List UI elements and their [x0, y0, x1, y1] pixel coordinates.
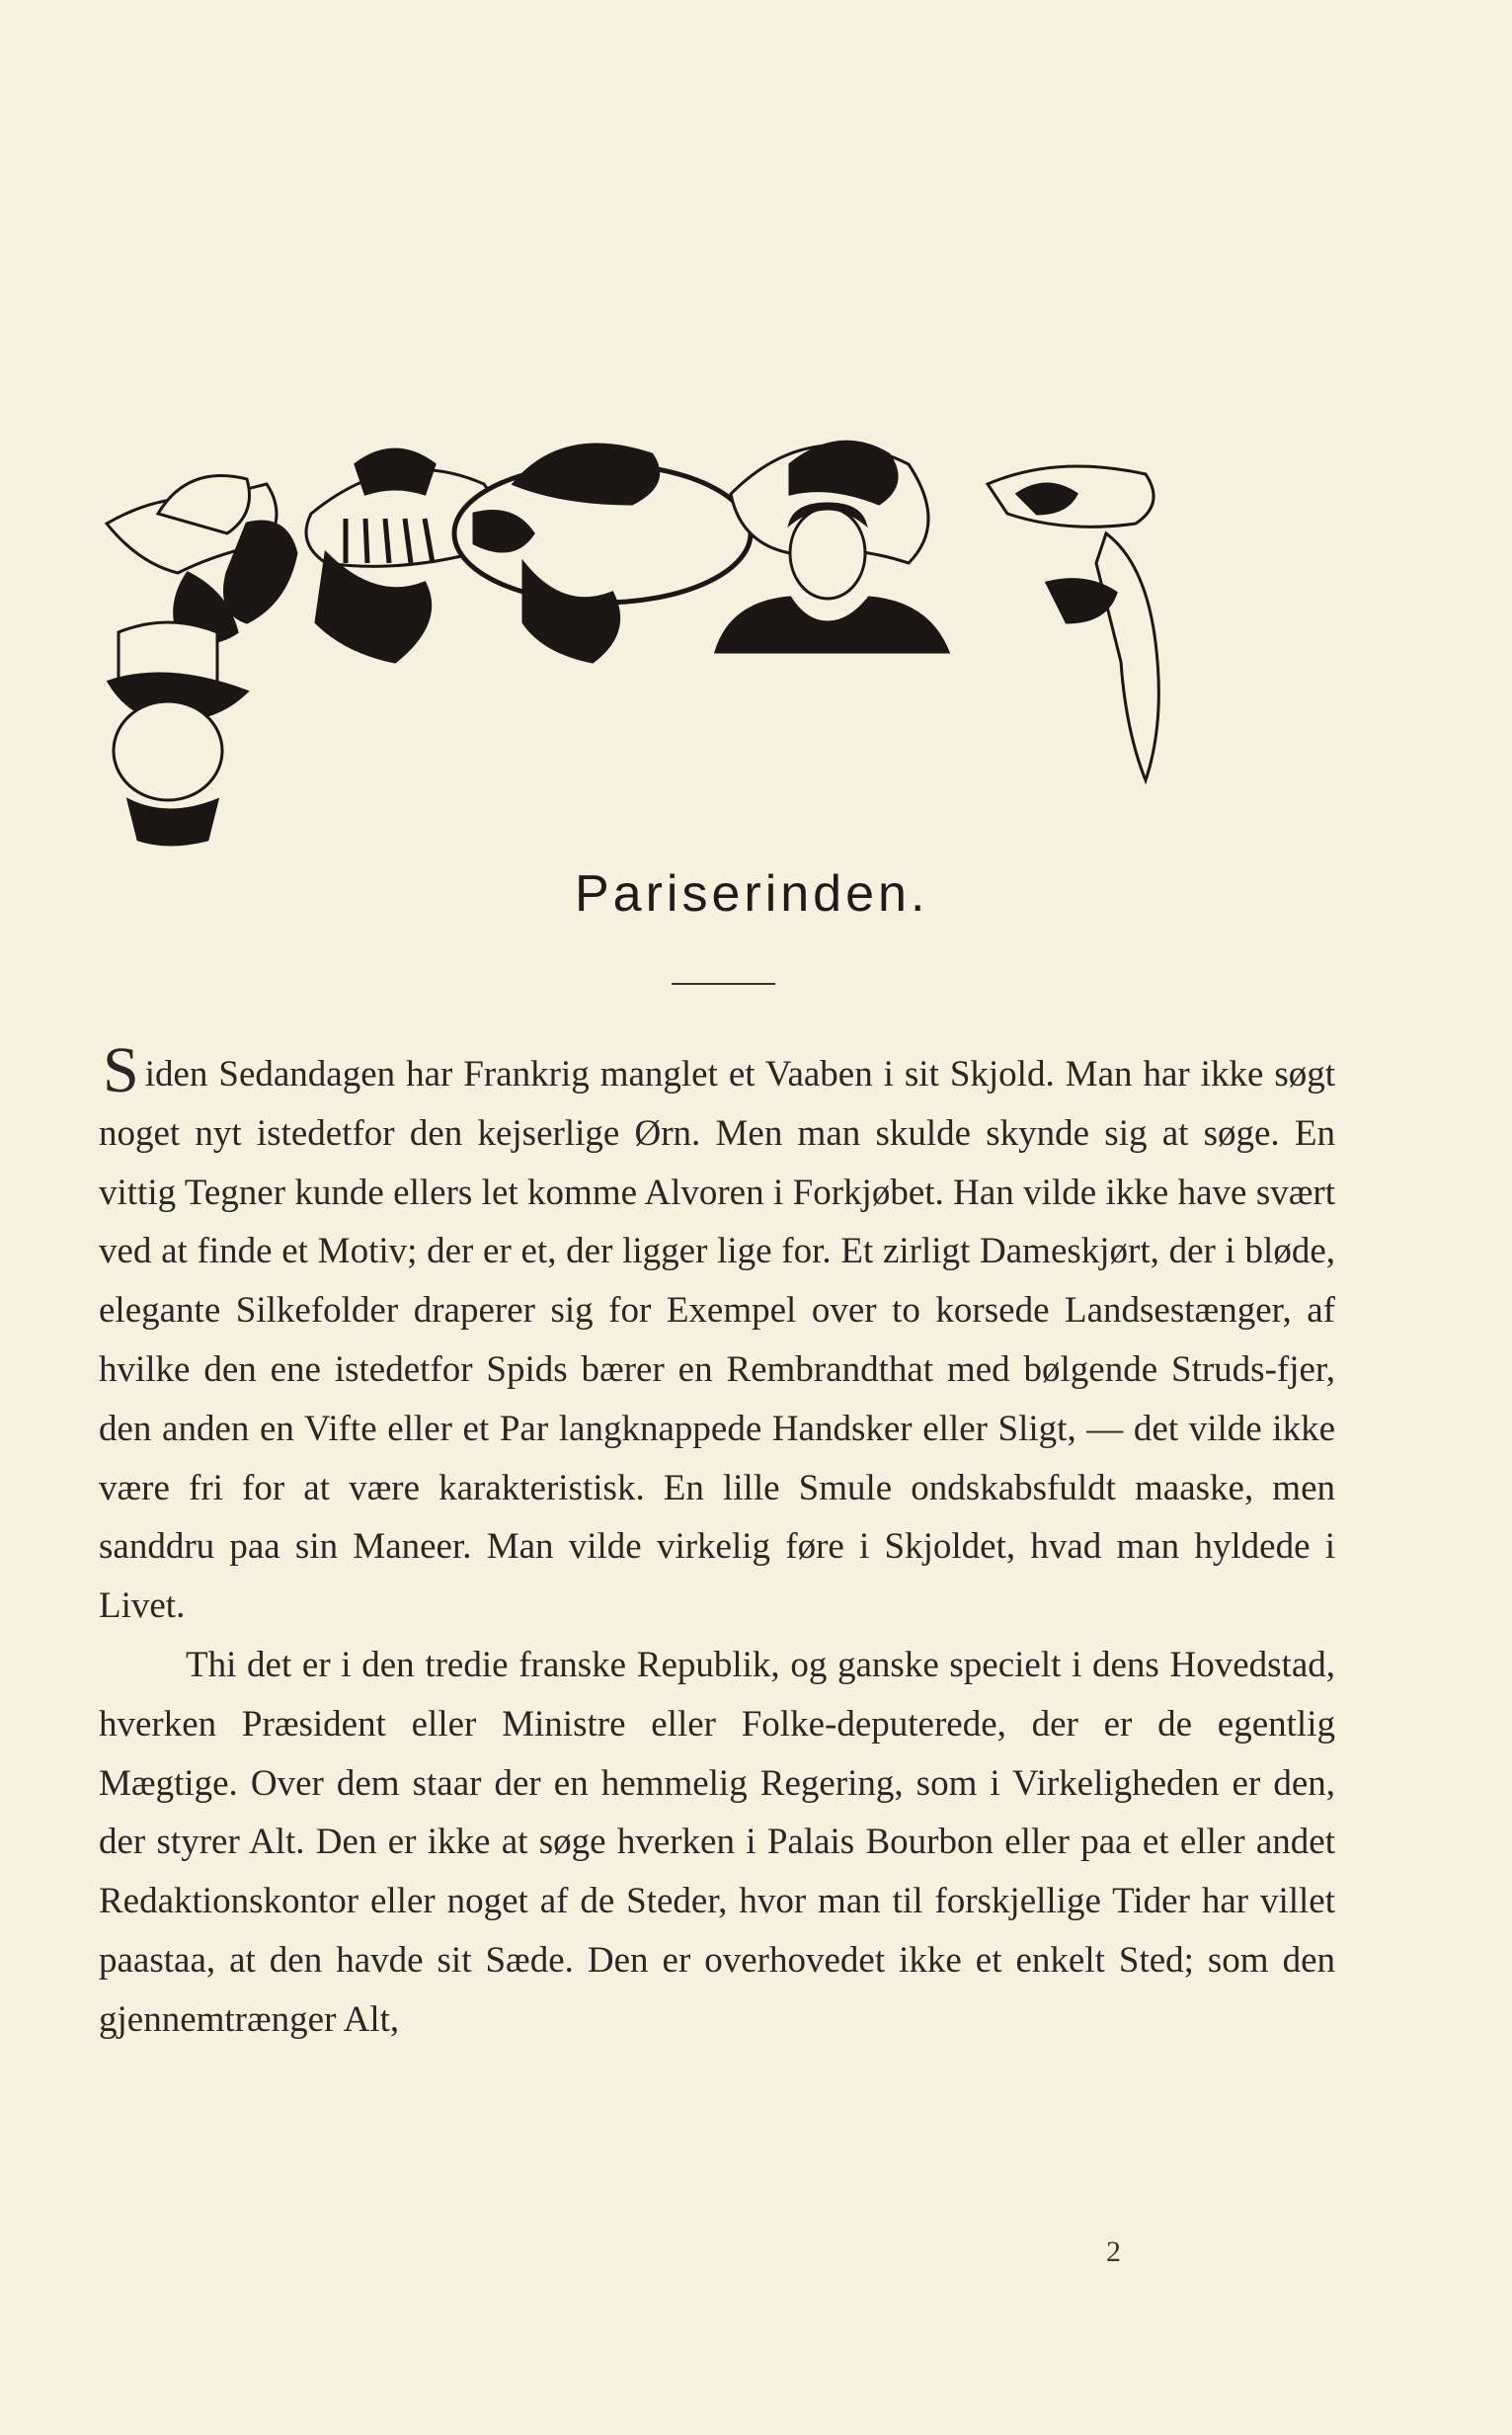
paragraph-1	[99, 1034, 1335, 1636]
paragraph-1-text: iden Sedandagen har Frankrig manglet et Vaaben i sit Skjold. Man har ikke søgt noget nyt istedetfor den kejserlige Ørn. Men man skulde skynde sig at søge. En vittig Tegner kunde ellers let komme Alvoren i Forkjøbet. Han vilde ikke have svært ved at finde et Motiv; der er et, der ligger lige for. Et zirligt Dameskjørt, der i bløde, elegante Silkefolder draperer sig for Exempel over to korsede Landsestænger, af hvilke den ene istedetfor Spids bærer en Rembrandthat med bølgende Struds-fjer, den anden en Vifte eller et Par langknappede Handsker eller Sligt, — det vilde ikke være fri for at være karakteristisk. En lille Smule ondskabsfuldt maaske, men sanddru paa sin Maneer. Man vilde virkelig føre i Skjoldet, hvad man hyldede i Livet.	[99, 1054, 1335, 1627]
title-rule	[672, 983, 775, 985]
hat-illustration	[99, 425, 1353, 929]
body-text	[99, 1034, 1335, 2050]
hat-figure-4	[716, 442, 948, 652]
hat-figure-6	[109, 622, 247, 845]
signature-mark: 2	[1106, 2235, 1121, 2268]
dropcap: S	[103, 1034, 139, 1106]
hat-figure-5	[988, 466, 1158, 780]
hat-figure-1	[107, 476, 296, 642]
hat-figure-3	[454, 445, 751, 662]
bleed-through-header	[632, 126, 642, 160]
paragraph-2: Thi det er i den tredie franske Republik, og ganske specielt i dens Hovedstad, hverken Præsident eller Ministre eller Folke-deputerede, der er de egentlig Mægtige. Over dem staar der en hemmelig Regering, som i Virkeligheden er den, der styrer Alt. Den er ikke at søge hverken i Palais Bourbon eller paa et eller andet Redaktionskontor eller noget af de Steder, hvor man til forskjellige Tider har villet paastaa, at den havde sit Sæde. Den er overhovedet ikke et enkelt Sted; som den gjennemtrænger Alt,	[99, 1644, 1335, 2040]
chapter-title: Pariserinden.	[575, 865, 929, 923]
